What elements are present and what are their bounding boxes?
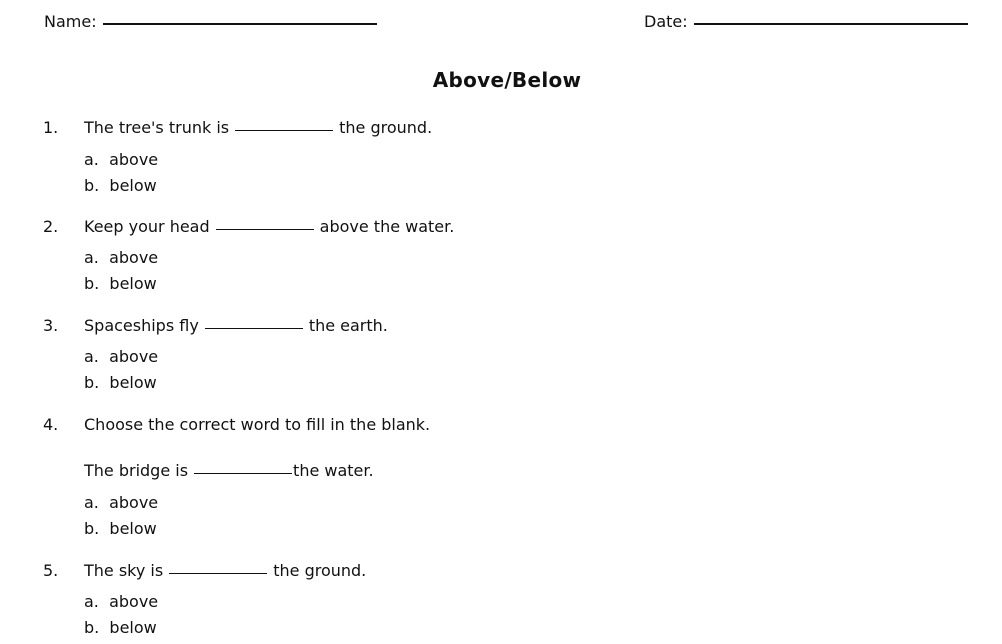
question-number: 5. [43,561,59,580]
question-number: 4. [43,415,59,434]
answer-blank[interactable] [194,472,292,474]
question-2 [0,217,1002,293]
question-number: 3. [43,316,59,335]
answer-options [84,347,158,399]
answer-options [84,248,158,300]
question-text-after: the earth. [308,316,388,335]
question-text [84,561,366,580]
question-text-after: the ground. [273,561,367,580]
question-text-before: The tree's trunk is [84,118,230,137]
question-prompt: Choose the correct word to fill in the blank. [84,415,431,434]
question-text-before: Keep your head [84,217,210,236]
option-b[interactable]: b. below [84,519,157,538]
question-text [84,316,388,335]
question-text [84,217,454,236]
option-b[interactable]: b. below [84,618,157,637]
question-text-after: the water. [293,461,374,480]
question-number: 1. [43,118,59,137]
option-b[interactable]: b. below [84,274,157,293]
option-a[interactable]: a. above [84,493,159,512]
option-b[interactable]: b. below [84,176,157,195]
option-b[interactable]: b. below [84,373,157,392]
name-label: Name: [44,12,97,31]
date-input-line[interactable] [694,22,968,25]
option-a[interactable]: a. above [84,592,159,611]
question-4 [0,415,1002,538]
question-3 [0,316,1002,392]
date-field[interactable] [644,12,968,31]
question-text [84,118,432,137]
question-text [84,461,374,480]
option-a[interactable]: a. above [84,347,159,366]
answer-blank[interactable] [216,228,314,230]
option-a[interactable]: a. above [84,150,159,169]
question-text-after: above the water. [319,217,455,236]
answer-options [84,493,158,545]
name-field[interactable] [44,12,377,31]
answer-options [84,150,158,202]
answer-options [84,592,158,644]
question-text-before: Spaceships fly [84,316,199,335]
date-label: Date: [644,12,688,31]
question-text-before: The bridge is [84,461,189,480]
question-1 [0,118,1002,195]
answer-blank[interactable] [235,129,333,131]
question-text-before: The sky is [84,561,164,580]
option-a[interactable]: a. above [84,248,159,267]
question-number: 2. [43,217,59,236]
name-input-line[interactable] [103,22,377,25]
answer-blank[interactable] [169,572,267,574]
question-5 [0,561,1002,637]
worksheet-title: Above/Below [432,68,582,92]
answer-blank[interactable] [205,327,303,329]
question-text-after: the ground. [339,118,433,137]
